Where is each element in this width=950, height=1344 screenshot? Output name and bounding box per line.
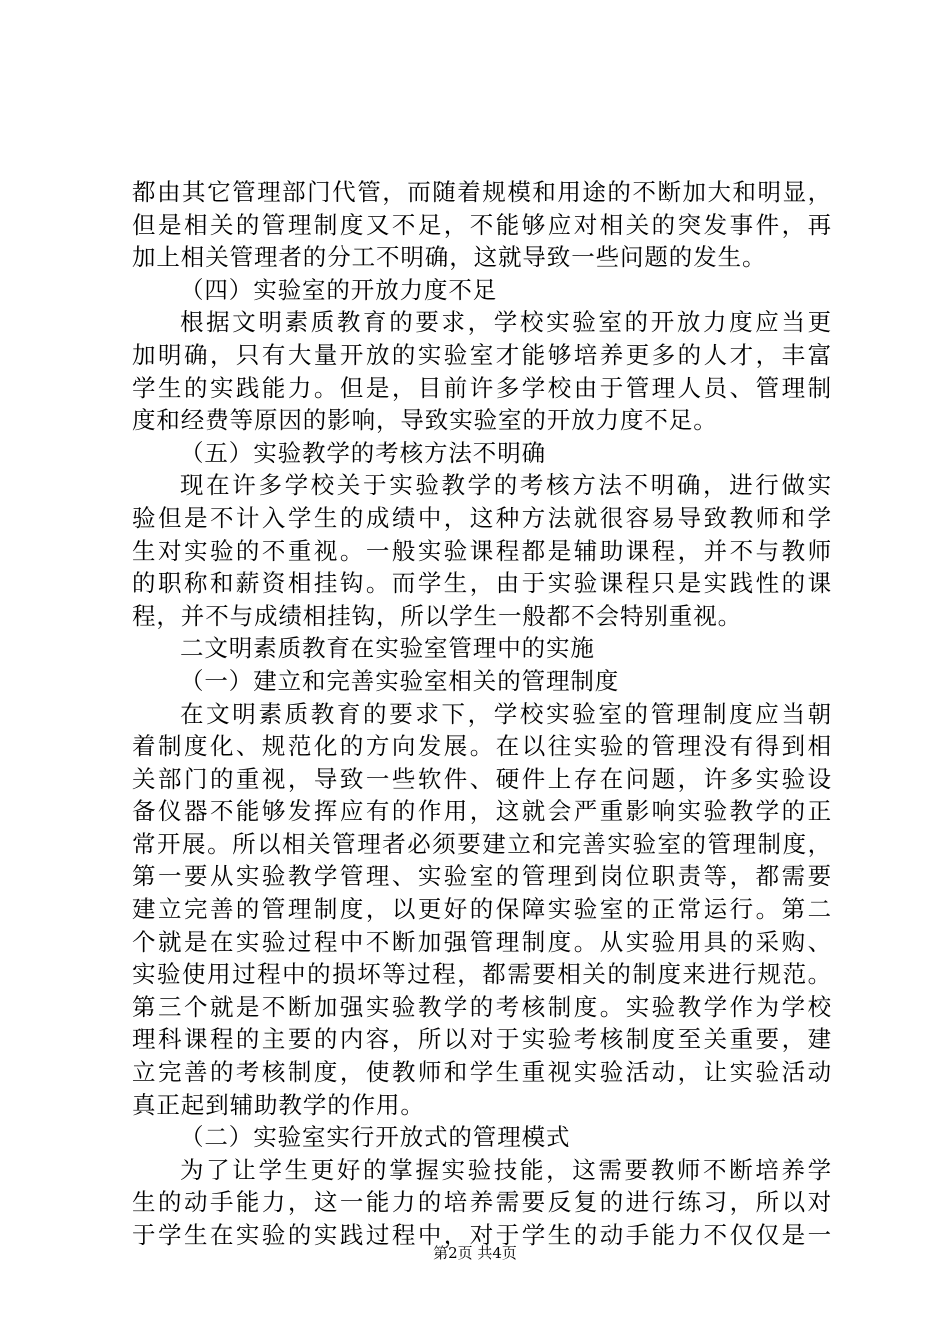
section-heading: （一）建立和完善实验室相关的管理制度: [180, 666, 620, 695]
page-number-footer: 第2页 共4页: [433, 1244, 517, 1262]
body-line: 关部门的重视，导致一些软件、硬件上存在问题，许多实验设: [132, 764, 832, 793]
body-line: 真正起到辅助教学的作用。: [132, 1090, 425, 1119]
body-line: 加上相关管理者的分工不明确，这就导致一些问题的发生。: [132, 243, 767, 272]
body-line: 常开展。所以相关管理者必须要建立和完善实验室的管理制度，: [132, 829, 832, 858]
body-line: 现在许多学校关于实验教学的考核方法不明确，进行做实: [180, 471, 832, 500]
body-line: 生对实验的不重视。一般实验课程都是辅助课程，并不与教师: [132, 536, 832, 565]
body-line: 实验使用过程中的损坏等过程，都需要相关的制度来进行规范。: [132, 960, 832, 989]
body-line: 在文明素质教育的要求下，学校实验室的管理制度应当朝: [180, 699, 832, 728]
body-line: 但是相关的管理制度又不足，不能够应对相关的突发事件，再: [132, 210, 832, 239]
body-line: 立完善的考核制度，使教师和学生重视实验活动，让实验活动: [132, 1058, 832, 1087]
body-line: 备仪器不能够发挥应有的作用，这就会严重影响实验教学的正: [132, 797, 832, 826]
body-line: 度和经费等原因的影响，导致实验室的开放力度不足。: [132, 406, 718, 435]
body-line: 学生的实践能力。但是，目前许多学校由于管理人员、管理制: [132, 373, 832, 402]
body-line: 生的动手能力，这一能力的培养需要反复的进行练习，所以对: [132, 1188, 832, 1217]
body-line: 着制度化、规范化的方向发展。在以往实验的管理没有得到相: [132, 732, 832, 761]
body-line: 个就是在实验过程中不断加强管理制度。从实验用具的采购、: [132, 927, 832, 956]
body-line: 理科课程的主要的内容，所以对于实验考核制度至关重要，建: [132, 1025, 832, 1054]
body-line: 第一要从实验教学管理、实验室的管理到岗位职责等，都需要: [132, 862, 832, 891]
body-line: 验但是不计入学生的成绩中，这种方法就很容易导致教师和学: [132, 503, 832, 532]
section-heading: 二文明素质教育在实验室管理中的实施: [180, 634, 595, 663]
body-line: 加明确，只有大量开放的实验室才能够培养更多的人才，丰富: [132, 340, 832, 369]
body-line: 第三个就是不断加强实验教学的考核制度。实验教学作为学校: [132, 992, 832, 1021]
section-heading: （二）实验室实行开放式的管理模式: [180, 1123, 571, 1152]
body-line: 程，并不与成绩相挂钩，所以学生一般都不会特别重视。: [132, 601, 742, 630]
body-line: 建立完善的管理制度，以更好的保障实验室的正常运行。第二: [132, 895, 832, 924]
section-heading: （四）实验室的开放力度不足: [180, 275, 498, 304]
body-line: 都由其它管理部门代管，而随着规模和用途的不断加大和明显，: [132, 178, 832, 206]
body-line: 的职称和薪资相挂钩。而学生，由于实验课程只是实践性的课: [132, 569, 832, 598]
body-line: 于学生在实验的实践过程中，对于学生的动手能力不仅仅是一: [132, 1221, 832, 1249]
body-line: 为了让学生更好的掌握实验技能，这需要教师不断培养学: [180, 1155, 832, 1184]
body-line: 根据文明素质教育的要求，学校实验室的开放力度应当更: [180, 308, 832, 337]
section-heading: （五）实验教学的考核方法不明确: [180, 438, 546, 467]
document-body: [132, 176, 832, 1252]
